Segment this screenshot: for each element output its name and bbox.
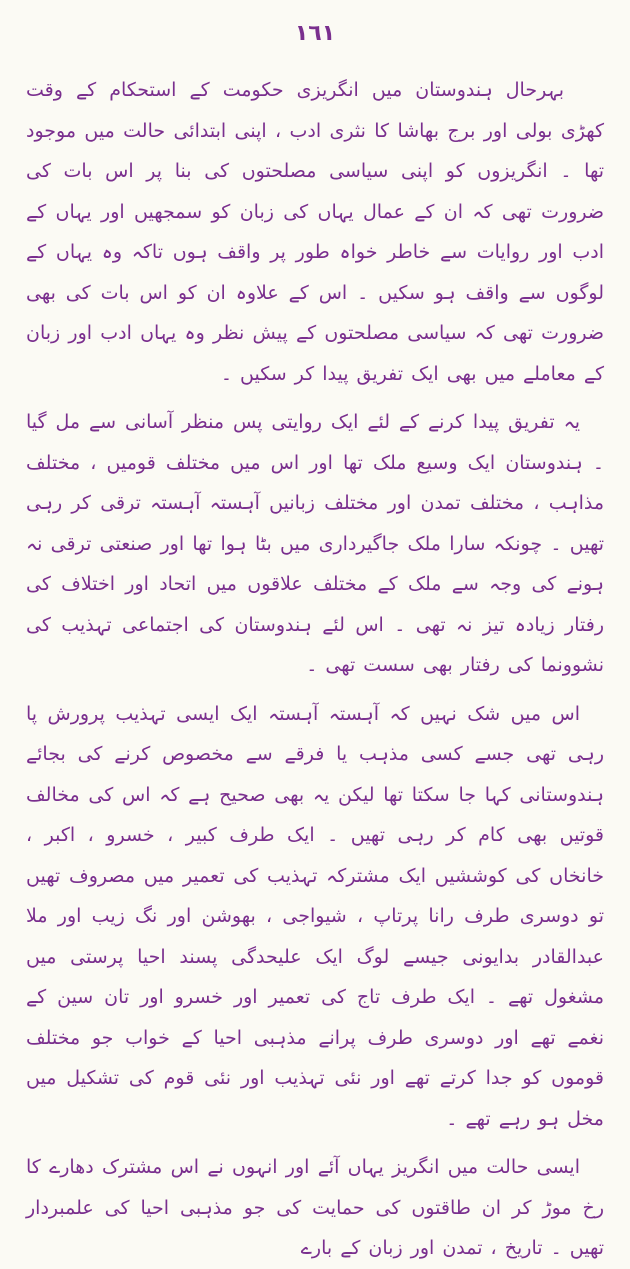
page-number: ١٦١: [294, 21, 336, 46]
paragraph: اس میں شک نہیں کہ آہستہ آہستہ ایک ایسی تہذیب پرورش پا رہی تھی جسے کسی مذہب یا فرقے سے مخصوص کرنے کی بجائے ہندوستانی کہا جا سکتا تھا لیکن یہ بھی صحیح ہے کہ اس کی مخالف قوتیں بھی کام کر رہی تھیں ۔ ایک طرف کبیر ، خسرو ، اکبر ، خانخاں کی کوششیں ایک مشترکہ تہذیب کی تعمیر میں مصروف تھیں تو دوسری طرف رانا پرتاپ ، شیواجی ، بھوشن اور نگ زیب اور ملا عبدالقادر بدایونی جیسے لوگ ایک علیحدگی پسند احیا پرستی میں مشغول تھے ۔ ایک طرف تاج کی تعمیر اور خسرو اور تان سین کے نغمے تھے اور دوسری طرف پرانے مذہبی احیا کے خواب جو مختلف قوموں کو جدا کرتے تھے اور نئی تہذیب اور نئی قوم کی تشکیل میں مخل ہو رہے تھے ۔: [26, 702, 604, 1130]
paragraph: ایسی حالت میں انگریز یہاں آئے اور انہوں نے اس مشترک دھارے کا رخ موڑ کر ان طاقتوں کی حمایت کی جو مذہبی احیا کی علمبردار تھیں ۔ تاریخ ، تمدن اور زبان کے بارے: [26, 1156, 604, 1259]
paragraph: بہرحال ہندوستان میں انگریزی حکومت کے استحکام کے وقت کھڑی بولی اور برج بھاشا کا نثری ادب ، اپنی ابتدائی حالت میں موجود تھا ۔ انگریزوں کو اپنی سیاسی مصلحتوں کی بنا پر اس بات کی ضرورت تھی کہ ان کے عمال یہاں کی زبان کو سمجھیں اور یہاں کے ادب اور روایات سے خاطر خواہ طور پر واقف ہوں تاکہ وہ یہاں کے لوگوں سے واقف ہو سکیں ۔ اس کے علاوہ ان کو اس بات کی بھی ضرورت تھی کہ سیاسی مصلحتوں کے پیش نظر وہ یہاں ادب اور زبان کے معاملے میں بھی ایک تفریق پیدا کر سکیں ۔: [26, 79, 604, 385]
body-text: [26, 70, 604, 1269]
paragraph: یہ تفریق پیدا کرنے کے لئے ایک روایتی پس منظر آسانی سے مل گیا ۔ ہندوستان ایک وسیع ملک تھا اور اس میں مختلف قومیں ، مختلف مذاہب ، مختلف تمدن اور مختلف زبانیں آہستہ آہستہ ترقی کر رہی تھیں ۔ چونکہ سارا ملک جاگیرداری میں بٹا ہوا تھا اور صنعتی ترقی نہ ہونے کی وجہ سے ملک کے مختلف علاقوں میں اتحاد اور اختلاف کی رفتار زیادہ تیز نہ تھی ۔ اس لئے ہندوستان کی اجتماعی تہذیب کی نشوونما کی رفتار بھی سست تھی ۔: [26, 411, 604, 676]
